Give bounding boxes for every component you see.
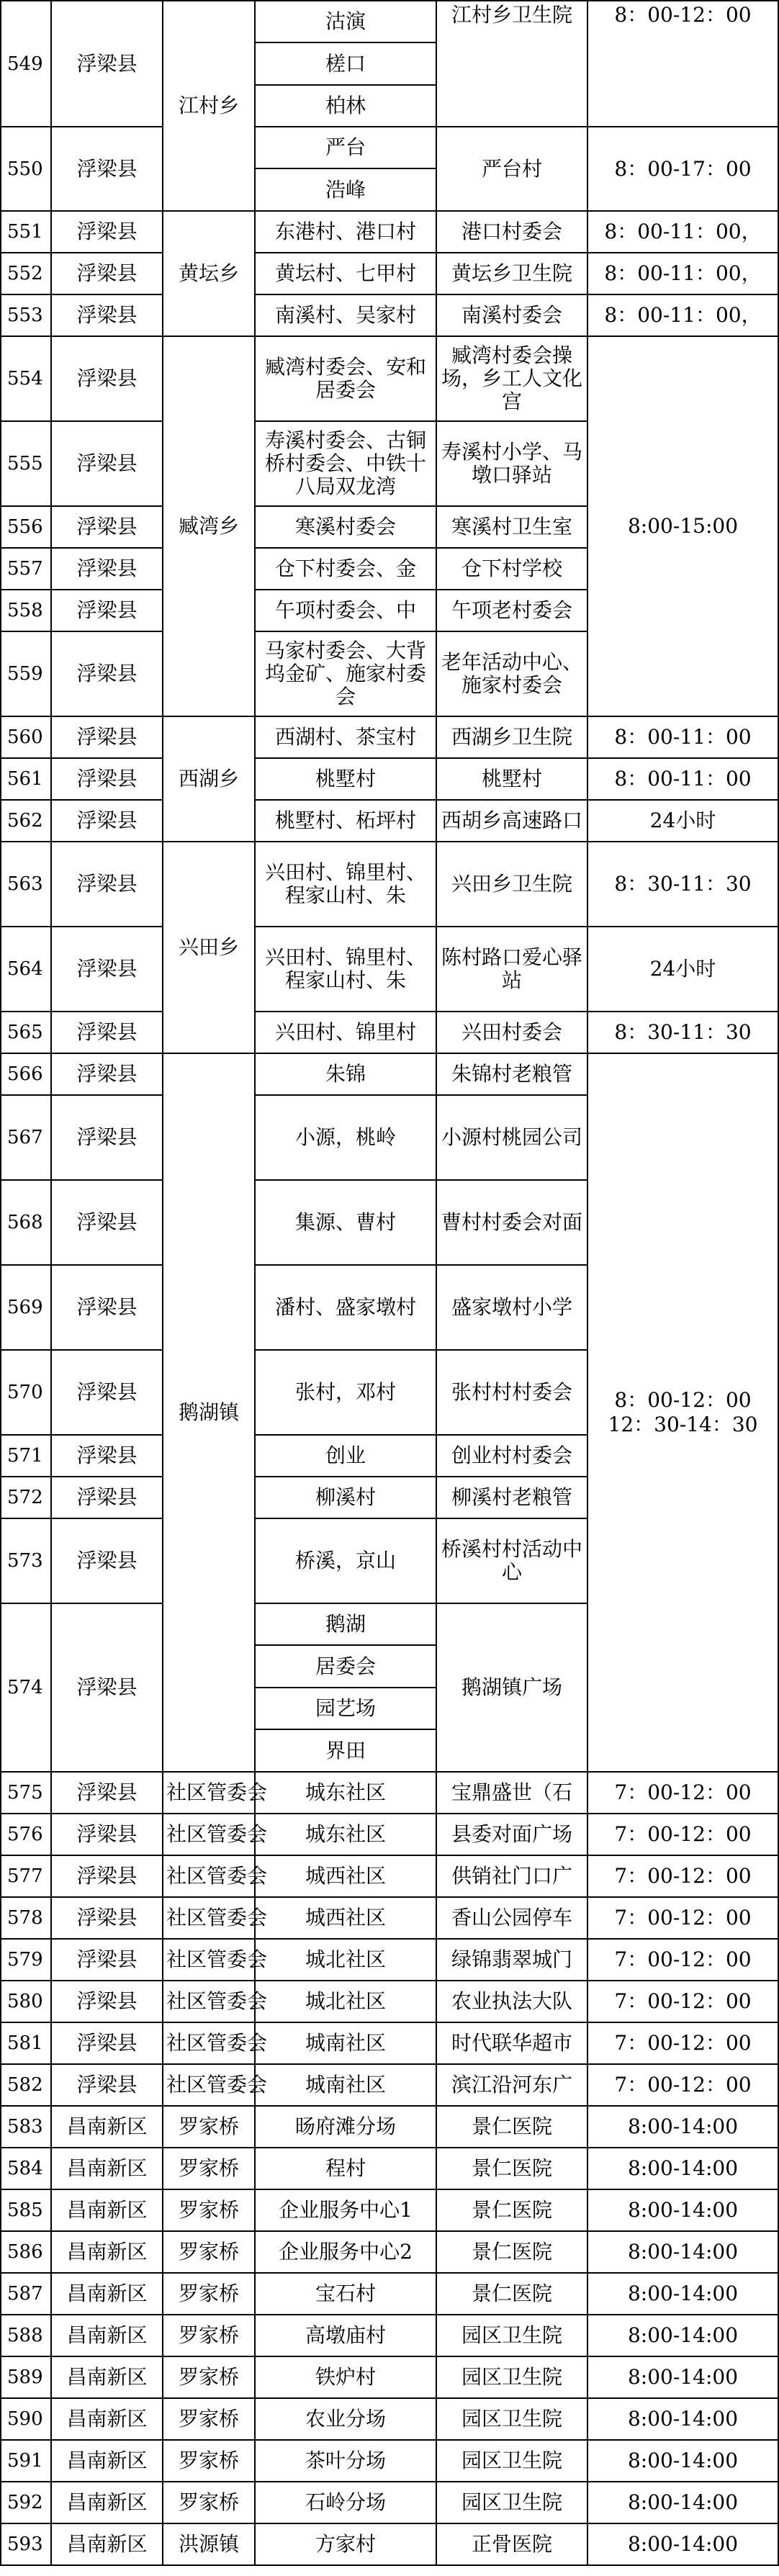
service-time-cell: 24小时	[587, 927, 778, 1012]
table-row	[1, 2231, 778, 2273]
sampling-site-cell: 柳溪村老粮管	[436, 1477, 587, 1518]
table-row	[1, 2356, 778, 2398]
service-time-cell: 8：30-11：30	[587, 842, 778, 927]
township-cell: 罗家桥	[163, 2148, 255, 2189]
village-cell: 农业分场	[255, 2398, 436, 2440]
county-cell: 浮梁县	[51, 758, 163, 800]
row-number: 552	[1, 253, 51, 294]
sampling-site-cell: 江村乡卫生院	[436, 1, 587, 127]
village-cell: 程村	[255, 2148, 436, 2189]
village-cell: 高墩庙村	[255, 2315, 436, 2356]
table-row	[1, 127, 778, 168]
county-cell: 浮梁县	[51, 800, 163, 842]
table-row	[1, 1981, 778, 2022]
row-number: 580	[1, 1981, 51, 2022]
table-row	[1, 1053, 778, 1095]
county-cell: 浮梁县	[51, 1053, 163, 1095]
service-time-cell: 8:00-14:00	[587, 2189, 778, 2231]
village-cell: 石岭分场	[255, 2482, 436, 2523]
sampling-site-cell: 园区卫生院	[436, 2398, 587, 2440]
county-cell: 浮梁县	[51, 2022, 163, 2064]
row-number: 571	[1, 1435, 51, 1477]
sampling-site-cell: 寒溪村卫生室	[436, 506, 587, 548]
service-time-cell: 8:00-14:00	[587, 2231, 778, 2273]
table-row	[1, 253, 778, 294]
row-number: 564	[1, 927, 51, 1012]
row-number: 556	[1, 506, 51, 548]
county-cell: 浮梁县	[51, 1518, 163, 1603]
village-cell: 城南社区	[255, 2064, 436, 2106]
row-number: 588	[1, 2315, 51, 2356]
county-cell: 昌南新区	[51, 2315, 163, 2356]
village-cell: 浩峰	[255, 168, 436, 211]
sampling-site-cell: 桃墅村	[436, 758, 587, 800]
sampling-site-cell: 朱锦村老粮管	[436, 1053, 587, 1095]
county-cell: 浮梁县	[51, 1855, 163, 1897]
county-cell: 浮梁县	[51, 1, 163, 127]
service-time-cell: 8：00-12：00 12：30-14：30	[587, 1053, 778, 1772]
county-cell: 昌南新区	[51, 2231, 163, 2273]
county-cell: 浮梁县	[51, 1981, 163, 2022]
village-cell: 铁炉村	[255, 2356, 436, 2398]
village-cell: 寒溪村委会	[255, 506, 436, 548]
table-row	[1, 211, 778, 253]
county-cell: 浮梁县	[51, 127, 163, 211]
sampling-site-cell: 景仁医院	[436, 2148, 587, 2189]
row-number: 572	[1, 1477, 51, 1518]
row-number: 566	[1, 1053, 51, 1095]
service-time-cell: 8：00-11：00，	[587, 211, 778, 253]
village-cell: 城北社区	[255, 1981, 436, 2022]
row-number: 579	[1, 1939, 51, 1981]
village-cell: 界田	[255, 1729, 436, 1772]
table-row	[1, 2106, 778, 2148]
row-number: 559	[1, 631, 51, 716]
village-cell: 朱锦	[255, 1053, 436, 1095]
village-cell: 园艺场	[255, 1688, 436, 1729]
village-cell: 方家村	[255, 2523, 436, 2565]
county-cell: 昌南新区	[51, 2482, 163, 2523]
service-time-cell: 8:00-14:00	[587, 2523, 778, 2565]
township-cell: 黄坛乡	[163, 211, 255, 336]
sampling-site-cell: 景仁医院	[436, 2106, 587, 2148]
village-cell: 旸府滩分场	[255, 2106, 436, 2148]
row-number: 576	[1, 1814, 51, 1855]
village-cell: 桥溪，京山	[255, 1518, 436, 1603]
service-time-cell: 8:00-14:00	[587, 2398, 778, 2440]
township-cell: 兴田乡	[163, 842, 255, 1053]
village-cell: 城北社区	[255, 1939, 436, 1981]
table-row	[1, 2022, 778, 2064]
service-time-cell: 8:00-14:00	[587, 2315, 778, 2356]
service-time-cell: 8:00-14:00	[587, 2356, 778, 2398]
county-cell: 浮梁县	[51, 631, 163, 716]
county-cell: 浮梁县	[51, 211, 163, 253]
sampling-site-cell: 西湖乡卫生院	[436, 716, 587, 758]
township-cell: 洪源镇	[163, 2523, 255, 2565]
sampling-site-cell: 南溪村委会	[436, 294, 587, 336]
village-cell: 仓下村委会、金	[255, 548, 436, 590]
township-cell: 罗家桥	[163, 2231, 255, 2273]
table-row	[1, 2440, 778, 2482]
county-cell: 浮梁县	[51, 842, 163, 927]
township-cell: 罗家桥	[163, 2273, 255, 2315]
sampling-site-cell: 寿溪村小学、马墩口驿站	[436, 421, 587, 506]
sampling-site-cell: 兴田乡卫生院	[436, 842, 587, 927]
sampling-site-cell: 桥溪村村活动中心	[436, 1518, 587, 1603]
sampling-site-cell: 县委对面广场	[436, 1814, 587, 1855]
service-time-cell: 8：00-11：00	[587, 716, 778, 758]
village-cell: 城西社区	[255, 1855, 436, 1897]
sampling-site-cell: 兴田村委会	[436, 1012, 587, 1053]
row-number: 581	[1, 2022, 51, 2064]
county-cell: 浮梁县	[51, 1897, 163, 1939]
row-number: 584	[1, 2148, 51, 2189]
village-cell: 槎口	[255, 42, 436, 85]
township-cell: 罗家桥	[163, 2356, 255, 2398]
table-row	[1, 758, 778, 800]
row-number: 550	[1, 127, 51, 211]
village-cell: 潘村、盛家墩村	[255, 1265, 436, 1350]
row-number: 578	[1, 1897, 51, 1939]
service-time-cell: 8：00-11：00，	[587, 294, 778, 336]
sampling-site-cell: 宝鼎盛世（石	[436, 1772, 587, 1814]
service-time-cell: 7：00-12：00	[587, 2022, 778, 2064]
table-row	[1, 1012, 778, 1053]
row-number: 575	[1, 1772, 51, 1814]
row-number: 582	[1, 2064, 51, 2106]
sampling-site-cell: 正骨医院	[436, 2523, 587, 2565]
village-cell: 企业服务中心1	[255, 2189, 436, 2231]
table-row	[1, 716, 778, 758]
row-number: 560	[1, 716, 51, 758]
row-number: 592	[1, 2482, 51, 2523]
row-number: 554	[1, 336, 51, 421]
service-time-cell: 8：00-17：00	[587, 127, 778, 211]
sampling-site-cell: 盛家墩村小学	[436, 1265, 587, 1350]
table-row	[1, 2398, 778, 2440]
sampling-site-cell: 农业执法大队	[436, 1981, 587, 2022]
county-cell: 浮梁县	[51, 2064, 163, 2106]
table-row	[1, 1939, 778, 1981]
service-time-cell: 8:00-14:00	[587, 2106, 778, 2148]
township-cell: 罗家桥	[163, 2189, 255, 2231]
county-cell: 昌南新区	[51, 2148, 163, 2189]
county-cell: 浮梁县	[51, 1477, 163, 1518]
sampling-site-cell: 园区卫生院	[436, 2482, 587, 2523]
county-cell: 昌南新区	[51, 2106, 163, 2148]
township-cell: 社区管委会	[163, 2064, 255, 2106]
table-row	[1, 2064, 778, 2106]
service-time-cell: 8：00-12：00	[587, 1, 778, 127]
county-cell: 浮梁县	[51, 1814, 163, 1855]
village-cell: 兴田村、锦里村、程家山村、朱	[255, 927, 436, 1012]
township-cell: 社区管委会	[163, 2022, 255, 2064]
table-body	[1, 1, 778, 2565]
row-number: 561	[1, 758, 51, 800]
row-number: 568	[1, 1180, 51, 1265]
township-cell: 罗家桥	[163, 2398, 255, 2440]
county-cell: 浮梁县	[51, 1603, 163, 1772]
row-number: 558	[1, 590, 51, 631]
village-cell: 小源，桃岭	[255, 1095, 436, 1180]
county-cell: 浮梁县	[51, 253, 163, 294]
village-cell: 鹅湖	[255, 1603, 436, 1645]
row-number: 573	[1, 1518, 51, 1603]
sampling-site-cell: 臧湾村委会操场，乡工人文化宫	[436, 336, 587, 421]
village-cell: 茶叶分场	[255, 2440, 436, 2482]
sampling-site-cell: 严台村	[436, 127, 587, 211]
service-time-cell: 8：00-11：00，	[587, 253, 778, 294]
village-cell: 兴田村、锦里村、程家山村、朱	[255, 842, 436, 927]
table-row	[1, 2148, 778, 2189]
county-cell: 浮梁县	[51, 548, 163, 590]
village-cell: 东港村、港口村	[255, 211, 436, 253]
sampling-site-cell: 园区卫生院	[436, 2356, 587, 2398]
county-cell: 浮梁县	[51, 1095, 163, 1180]
village-cell: 寿溪村委会、古铜桥村委会、中铁十八局双龙湾	[255, 421, 436, 506]
sampling-site-cell: 张村村村委会	[436, 1350, 587, 1435]
row-number: 591	[1, 2440, 51, 2482]
township-cell: 罗家桥	[163, 2106, 255, 2148]
sampling-site-cell: 时代联华超市	[436, 2022, 587, 2064]
row-number: 593	[1, 2523, 51, 2565]
township-cell: 罗家桥	[163, 2482, 255, 2523]
table-row	[1, 1, 778, 42]
table-row	[1, 2482, 778, 2523]
county-cell: 浮梁县	[51, 1012, 163, 1053]
table-row	[1, 2189, 778, 2231]
row-number: 563	[1, 842, 51, 927]
village-cell: 城南社区	[255, 2022, 436, 2064]
village-cell: 城西社区	[255, 1897, 436, 1939]
service-time-cell: 7：00-12：00	[587, 1981, 778, 2022]
county-cell: 浮梁县	[51, 506, 163, 548]
township-cell: 社区管委会	[163, 1981, 255, 2022]
village-cell: 居委会	[255, 1645, 436, 1688]
sampling-site-cell: 景仁医院	[436, 2273, 587, 2315]
service-time-cell: 8:00-14:00	[587, 2148, 778, 2189]
service-time-cell: 8：00-11：00	[587, 758, 778, 800]
township-cell: 罗家桥	[163, 2315, 255, 2356]
service-time-cell: 8：30-11：30	[587, 1012, 778, 1053]
village-cell: 城东社区	[255, 1772, 436, 1814]
row-number: 587	[1, 2273, 51, 2315]
county-cell: 浮梁县	[51, 1265, 163, 1350]
village-cell: 桃墅村、柘坪村	[255, 800, 436, 842]
county-cell: 浮梁县	[51, 336, 163, 421]
sampling-site-cell: 景仁医院	[436, 2189, 587, 2231]
county-cell: 昌南新区	[51, 2189, 163, 2231]
row-number: 555	[1, 421, 51, 506]
county-cell: 浮梁县	[51, 1772, 163, 1814]
county-cell: 浮梁县	[51, 1939, 163, 1981]
county-cell: 昌南新区	[51, 2273, 163, 2315]
sampling-site-cell: 港口村委会	[436, 211, 587, 253]
table-row	[1, 1772, 778, 1814]
sampling-site-cell: 香山公园停车	[436, 1897, 587, 1939]
county-cell: 浮梁县	[51, 421, 163, 506]
village-cell: 沽演	[255, 1, 436, 42]
table-row	[1, 2273, 778, 2315]
table-row	[1, 1897, 778, 1939]
sampling-site-cell: 仓下村学校	[436, 548, 587, 590]
row-number: 567	[1, 1095, 51, 1180]
sampling-site-cell: 供销社门口广	[436, 1855, 587, 1897]
village-cell: 严台	[255, 127, 436, 168]
township-cell: 社区管委会	[163, 1814, 255, 1855]
village-cell: 马家村委会、大背坞金矿、施家村委会	[255, 631, 436, 716]
township-cell: 罗家桥	[163, 2440, 255, 2482]
township-cell: 社区管委会	[163, 1897, 255, 1939]
row-number: 583	[1, 2106, 51, 2148]
county-cell: 浮梁县	[51, 294, 163, 336]
township-cell: 社区管委会	[163, 1939, 255, 1981]
county-cell: 昌南新区	[51, 2523, 163, 2565]
village-cell: 张村，邓村	[255, 1350, 436, 1435]
table-row	[1, 1814, 778, 1855]
village-cell: 兴田村、锦里村	[255, 1012, 436, 1053]
row-number: 549	[1, 1, 51, 127]
township-cell: 西湖乡	[163, 716, 255, 842]
row-number: 557	[1, 548, 51, 590]
village-cell: 柳溪村	[255, 1477, 436, 1518]
sampling-site-cell: 创业村村委会	[436, 1435, 587, 1477]
row-number: 585	[1, 2189, 51, 2231]
village-cell: 臧湾村委会、安和居委会	[255, 336, 436, 421]
county-cell: 浮梁县	[51, 1180, 163, 1265]
table-row	[1, 1855, 778, 1897]
sampling-site-cell: 小源村桃园公司	[436, 1095, 587, 1180]
village-cell: 创业	[255, 1435, 436, 1477]
table-row	[1, 2315, 778, 2356]
table-row	[1, 336, 778, 421]
sampling-site-cell: 绿锦翡翠城门	[436, 1939, 587, 1981]
row-number: 577	[1, 1855, 51, 1897]
service-time-cell: 7：00-12：00	[587, 1939, 778, 1981]
county-cell: 浮梁县	[51, 1435, 163, 1477]
sampling-site-cell: 园区卫生院	[436, 2315, 587, 2356]
village-cell: 宝石村	[255, 2273, 436, 2315]
table-row	[1, 2523, 778, 2565]
village-cell: 桃墅村	[255, 758, 436, 800]
service-time-cell: 8:00-15:00	[587, 336, 778, 716]
township-cell: 江村乡	[163, 1, 255, 211]
sampling-site-cell: 西胡乡高速路口	[436, 800, 587, 842]
township-cell: 鹅湖镇	[163, 1053, 255, 1772]
row-number: 589	[1, 2356, 51, 2398]
sampling-site-cell: 园区卫生院	[436, 2440, 587, 2482]
row-number: 562	[1, 800, 51, 842]
service-time-cell: 7：00-12：00	[587, 1772, 778, 1814]
table-row	[1, 800, 778, 842]
village-cell: 午项村委会、中	[255, 590, 436, 631]
sampling-site-cell: 曹村村委会对面	[436, 1180, 587, 1265]
county-cell: 昌南新区	[51, 2440, 163, 2482]
service-time-cell: 7：00-12：00	[587, 1897, 778, 1939]
township-cell: 臧湾乡	[163, 336, 255, 716]
service-time-cell: 7：00-12：00	[587, 1855, 778, 1897]
service-time-cell: 7：00-12：00	[587, 1814, 778, 1855]
village-cell: 南溪村、吴家村	[255, 294, 436, 336]
table-row	[1, 294, 778, 336]
service-time-cell: 8:00-14:00	[587, 2440, 778, 2482]
sampling-site-cell: 鹅湖镇广场	[436, 1603, 587, 1772]
row-number: 574	[1, 1603, 51, 1772]
county-cell: 昌南新区	[51, 2398, 163, 2440]
village-cell: 柏林	[255, 85, 436, 127]
row-number: 590	[1, 2398, 51, 2440]
service-time-cell: 8:00-14:00	[587, 2482, 778, 2523]
village-cell: 企业服务中心2	[255, 2231, 436, 2273]
service-time-cell: 7：00-12：00	[587, 2064, 778, 2106]
row-number: 570	[1, 1350, 51, 1435]
service-time-cell: 24小时	[587, 800, 778, 842]
row-number: 553	[1, 294, 51, 336]
county-cell: 浮梁县	[51, 927, 163, 1012]
village-cell: 集源、曹村	[255, 1180, 436, 1265]
township-cell: 社区管委会	[163, 1855, 255, 1897]
row-number: 551	[1, 211, 51, 253]
table-row	[1, 842, 778, 927]
sampling-site-cell: 景仁医院	[436, 2231, 587, 2273]
table-row	[1, 927, 778, 1012]
row-number: 565	[1, 1012, 51, 1053]
sampling-site-cell: 老年活动中心、施家村委会	[436, 631, 587, 716]
service-time-cell: 8:00-14:00	[587, 2273, 778, 2315]
sampling-site-cell: 午项老村委会	[436, 590, 587, 631]
row-number: 586	[1, 2231, 51, 2273]
county-cell: 昌南新区	[51, 2356, 163, 2398]
township-cell: 社区管委会	[163, 1772, 255, 1814]
county-cell: 浮梁县	[51, 590, 163, 631]
village-cell: 黄坛村、七甲村	[255, 253, 436, 294]
sampling-site-cell: 滨江沿河东广	[436, 2064, 587, 2106]
row-number: 569	[1, 1265, 51, 1350]
sampling-site-cell: 黄坛乡卫生院	[436, 253, 587, 294]
county-cell: 浮梁县	[51, 1350, 163, 1435]
county-cell: 浮梁县	[51, 716, 163, 758]
village-cell: 城东社区	[255, 1814, 436, 1855]
village-cell: 西湖村、茶宝村	[255, 716, 436, 758]
sampling-site-cell: 陈村路口爱心驿站	[436, 927, 587, 1012]
